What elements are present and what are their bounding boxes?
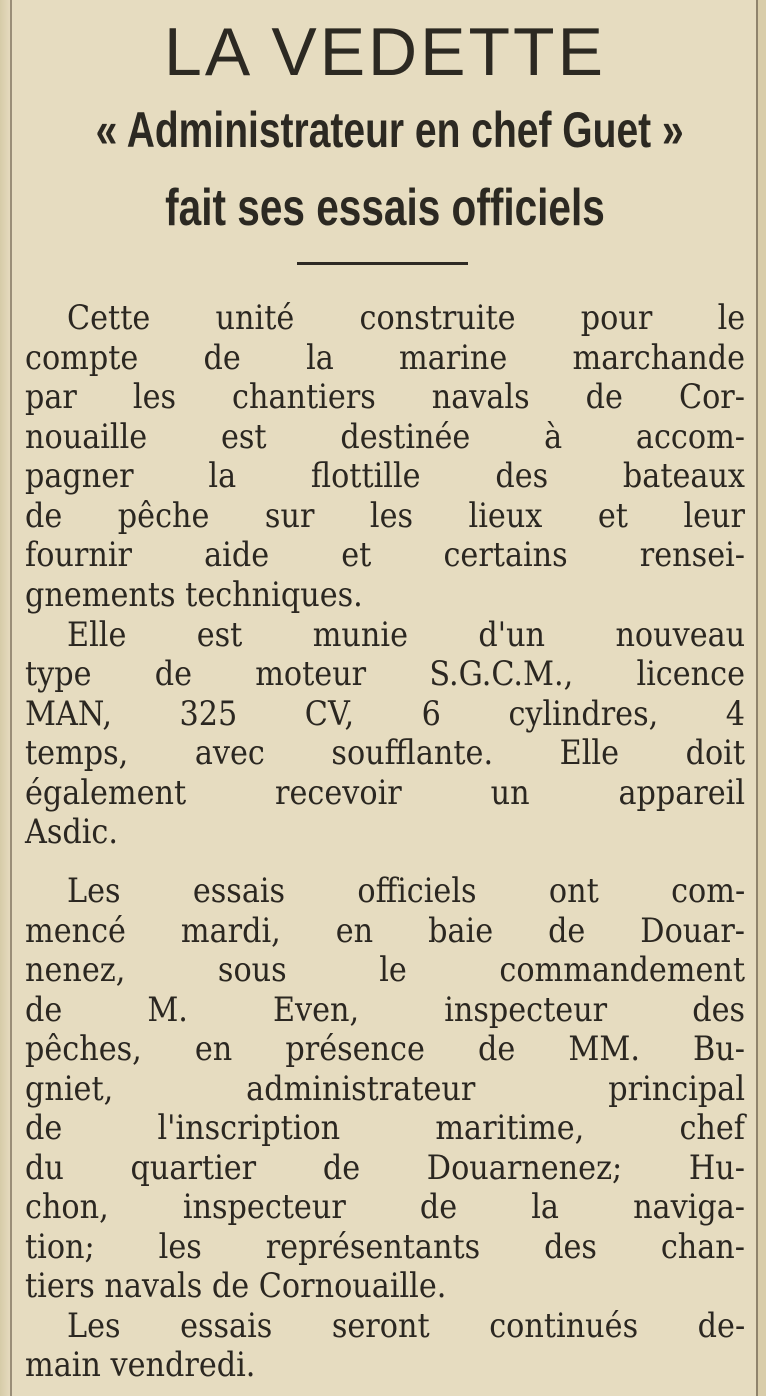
article-line: gniet, administrateur principal <box>25 1069 746 1109</box>
article-line: temps, avec soufflante. Elle doit <box>25 733 746 773</box>
article-line: Les essais seront continués de- <box>67 1306 746 1346</box>
article-line: pêches, en présence de MM. Bu- <box>25 1029 746 1069</box>
article-line: Cette unité construite pour le <box>67 298 746 338</box>
article-line: de M. Even, inspecteur des <box>25 990 746 1030</box>
article-line: nenez, sous le commandement <box>25 950 746 990</box>
article-line: Elle est munie d'un nouveau <box>67 615 746 655</box>
article-line: tiers navals de Cornouaille. <box>25 1266 447 1306</box>
article-line: fournir aide et certains rensei- <box>25 535 746 575</box>
article-line: Asdic. <box>25 812 119 852</box>
article-line: type de moteur S.G.C.M., licence <box>25 654 746 694</box>
page-edge-right <box>758 0 766 1396</box>
article-line: Les essais officiels ont com- <box>67 871 746 911</box>
headline-divider <box>297 262 468 265</box>
article-line: de l'inscription maritime, chef <box>25 1108 746 1148</box>
headline-line-2: « Administrateur en chef Guet » <box>95 102 684 158</box>
article-line: également recevoir un appareil <box>25 773 746 813</box>
headline-line-1: LA VEDETTE <box>164 14 606 90</box>
article-line: MAN, 325 CV, 6 cylindres, 4 <box>25 694 746 734</box>
column-rule-left <box>10 0 12 1396</box>
article-line: mencé mardi, en baie de Douar- <box>25 911 746 951</box>
article-line: de pêche sur les lieux et leur <box>25 496 746 536</box>
article-line: nouaille est destinée à accom- <box>25 417 746 457</box>
headline-line-3: fait ses essais officiels <box>165 179 605 237</box>
article-line: chon, inspecteur de la naviga- <box>25 1187 746 1227</box>
article-line: du quartier de Douarnenez; Hu- <box>25 1148 746 1188</box>
article-line: par les chantiers navals de Cor- <box>25 377 746 417</box>
article-line: pagner la flottille des bateaux <box>25 456 746 496</box>
article-line: tion; les représentants des chan- <box>25 1227 746 1267</box>
article-line: compte de la marine marchande <box>25 338 746 378</box>
article-line: gnements techniques. <box>25 575 363 615</box>
article-line: main vendredi. <box>25 1345 256 1385</box>
